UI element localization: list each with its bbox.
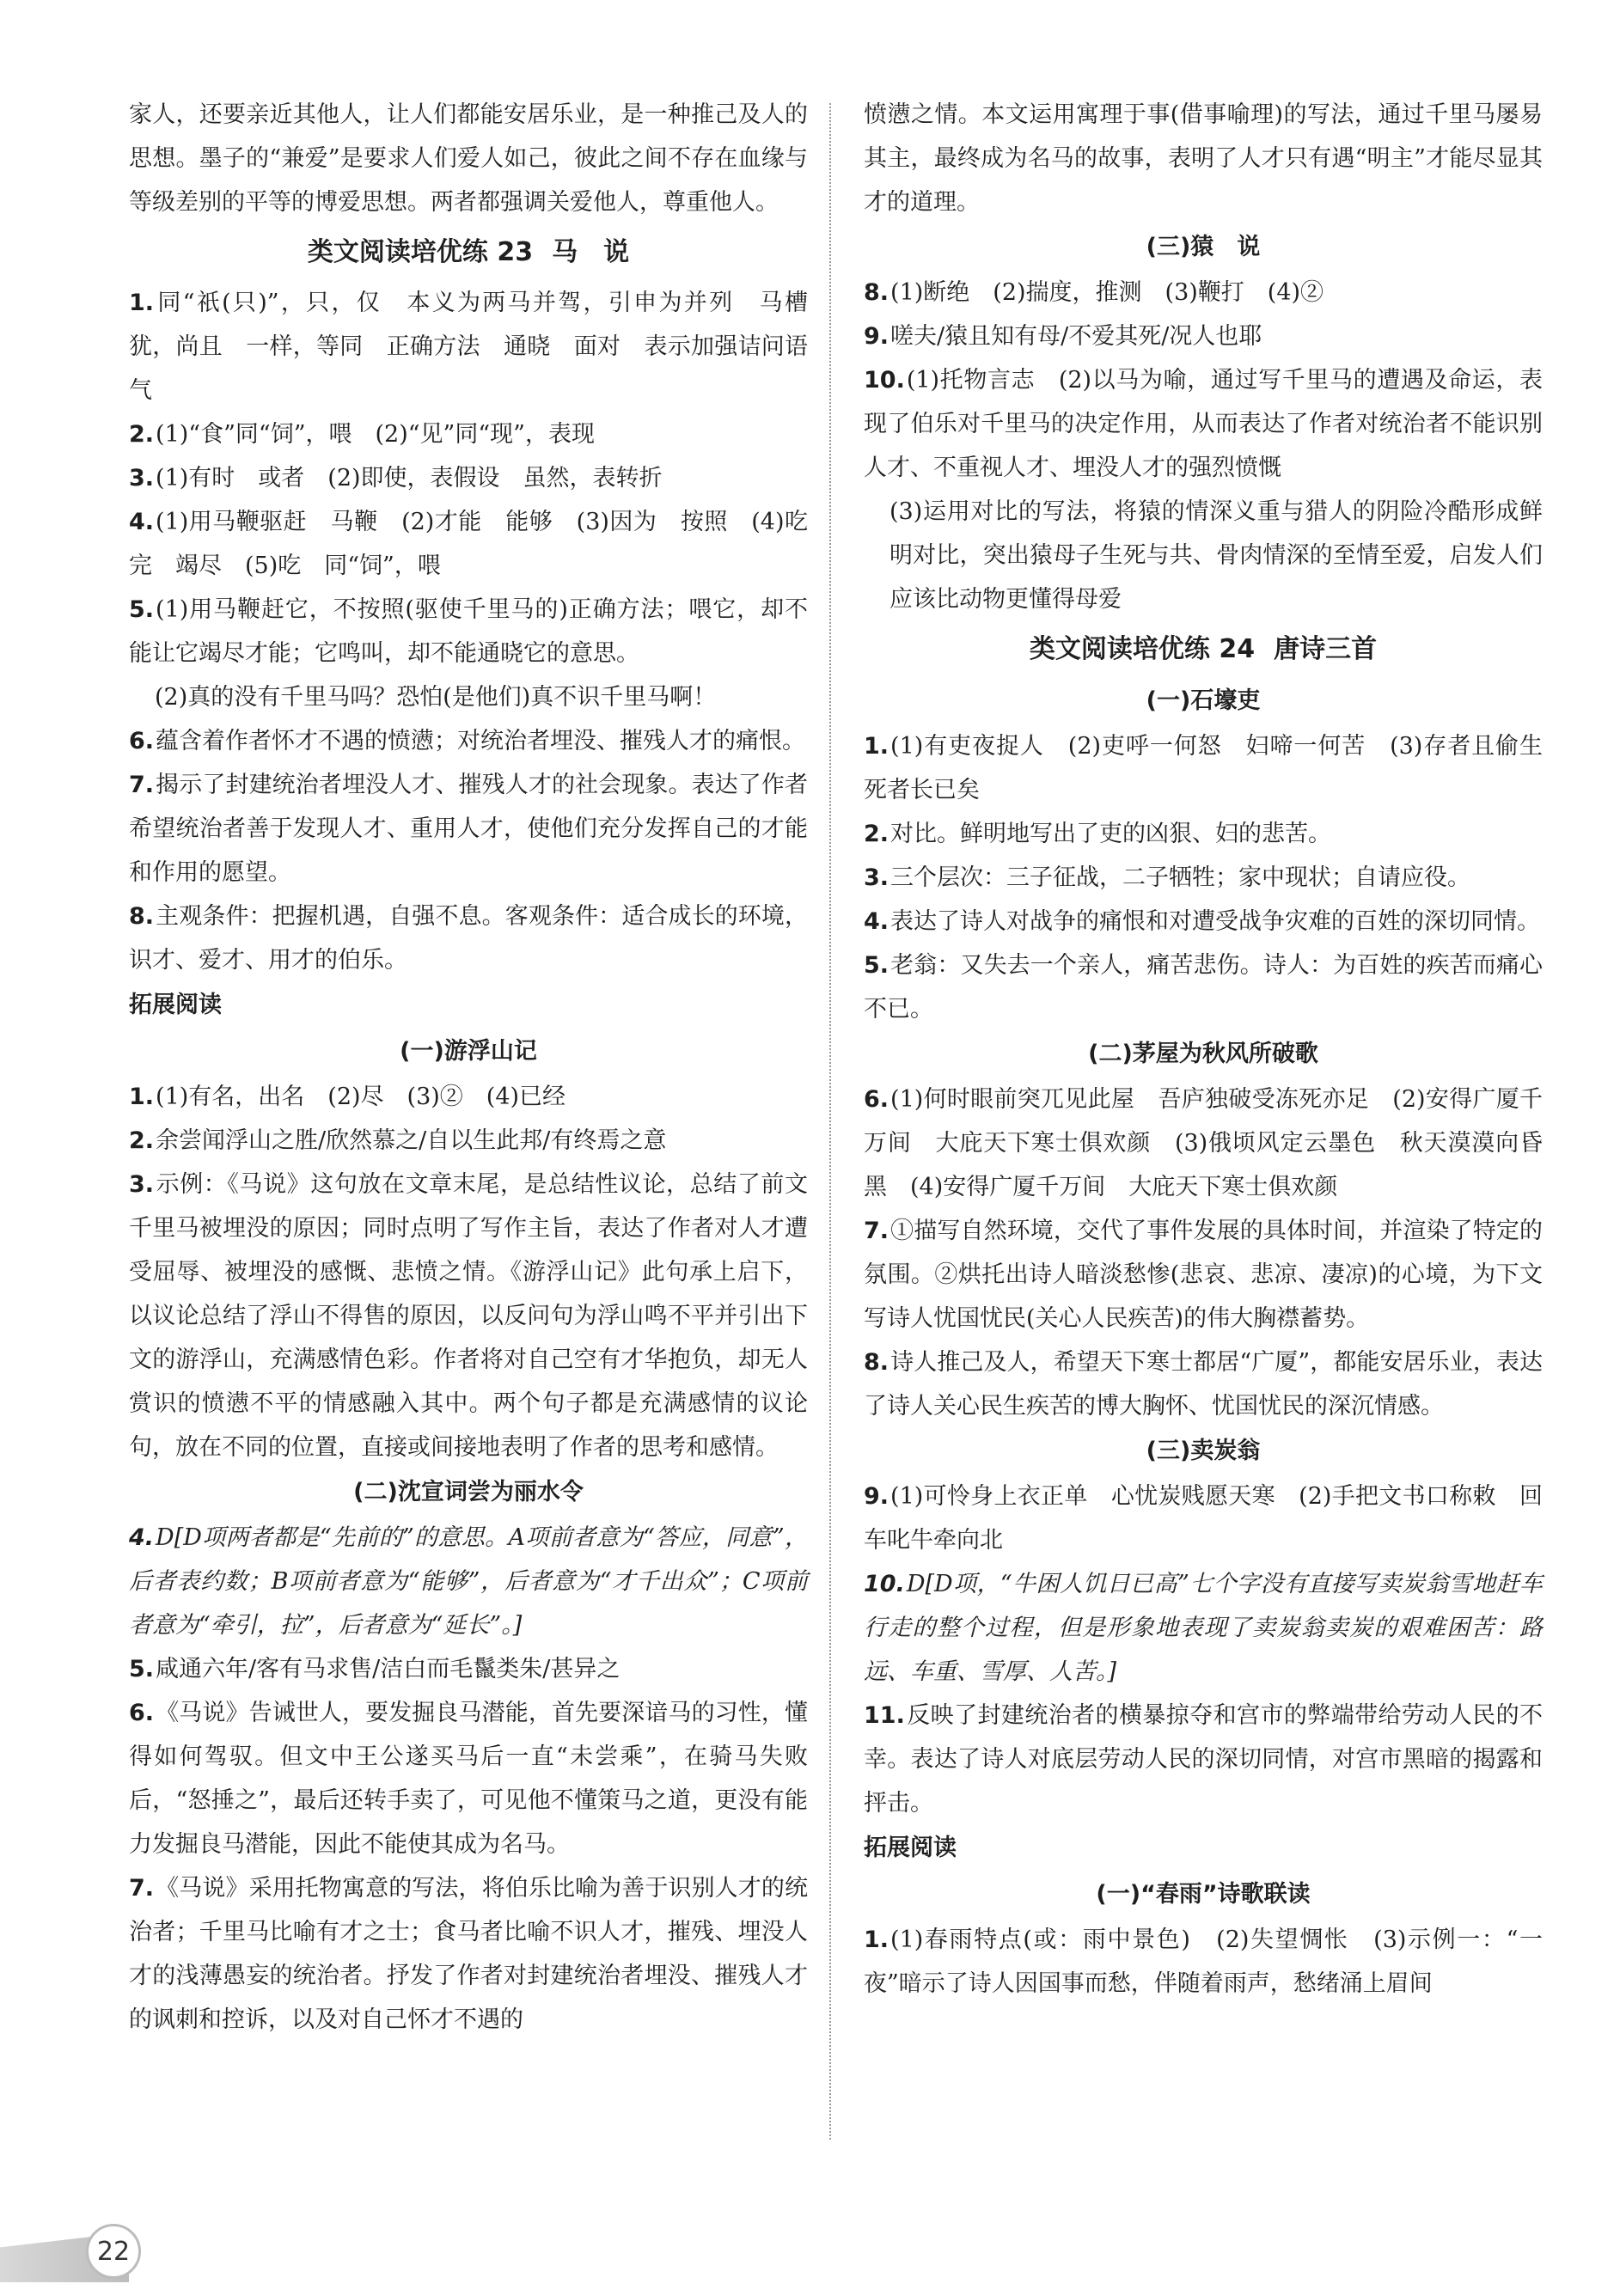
answer-number: 4. — [129, 509, 155, 535]
answer-text: 《马说》告诫世人，要发掘良马潜能，首先要深谙马的习性，懂得如何驾驭。但文中王公遂买马后一直“未尝乘”，在骑马失败后，“怒捶之”，最后还转手卖了，可见他不懂策马之道，更没有能力发掘良马潜能，因此不能使其成为名马。 — [129, 1700, 808, 1858]
section-title-series: 类文阅读培优练 23 — [307, 237, 534, 267]
answer-continuation: (2)真的没有千里马吗？恐怕(是他们)真不识千里马啊！ — [155, 684, 717, 711]
answer-text: D[D项，“牛困人饥日已高”七个字没有直接写卖炭翁雪地赶车行走的整个过程，但是形象地表现了卖炭翁卖炭的艰难困苦：路远、车重、雪厚、人苦。] — [864, 1571, 1543, 1685]
answer-text: 蕴含着作者怀才不遇的愤懑；对统治者埋没、摧残人才的痛恨。 — [156, 728, 806, 754]
answer-number: 6. — [864, 1086, 889, 1113]
answer-item — [129, 1691, 808, 1866]
answer-number: 6. — [129, 1700, 155, 1726]
answer-item — [129, 1075, 808, 1119]
answer-number: 7. — [129, 1875, 155, 1902]
answer-text: D[D项两者都是“先前的”的意思。A项前者意为“答应，同意”，后者表约数；B项前者意为“能够”，后者意为“才千出众”；C项前者意为“牵引，拉”，后者意为“延长”。] — [129, 1524, 808, 1639]
answer-item — [129, 763, 808, 895]
answer-text: 诗人推己及人，希望天下寒士都居“广厦”，都能安居乐业，表达了诗人关心民生疾苦的博大胸怀、忧国忧民的深沉情感。 — [864, 1349, 1543, 1420]
section-label: 拓展阅读 — [864, 1835, 957, 1861]
answer-item — [129, 1516, 808, 1647]
answer-number: 3. — [129, 465, 155, 492]
answer-number: 10. — [864, 367, 905, 394]
answer-number: 7. — [864, 1218, 889, 1244]
subsection-title: (二)沈宣词尝为丽水令 — [353, 1479, 584, 1505]
answer-item — [129, 588, 808, 675]
answer-number: 4. — [864, 908, 889, 935]
answer-item — [129, 1866, 808, 2042]
answer-number: 8. — [864, 1349, 889, 1376]
answer-number: 5. — [129, 1656, 155, 1682]
answer-number: 4. — [129, 1524, 155, 1551]
answer-text: 咸通六年/客有马求售/洁白而毛鬣类朱/甚异之 — [156, 1656, 620, 1682]
answer-number: 6. — [129, 728, 155, 754]
subsection-title: (三)猿 说 — [1146, 234, 1261, 260]
section-title-name: 唐诗三首 — [1274, 634, 1378, 664]
answer-item — [864, 943, 1543, 1031]
left-column — [129, 93, 831, 2042]
answer-text: 三个层次：三子征战，二子牺牲；家中现状；自请应役。 — [890, 864, 1471, 891]
answer-item — [864, 271, 1543, 314]
answer-text: ①描写自然环境，交代了事件发展的具体时间，并渲染了特定的氛围。②烘托出诗人暗淡愁惨(悲哀、悲凉、凄凉)的心境，为下文写诗人忧国忧民(关心人民疾苦)的伟大胸襟蓄势。 — [864, 1218, 1543, 1332]
answer-text: 主观条件：把握机遇，自强不息。客观条件：适合成长的环境，识才、爱才、用才的伯乐。 — [129, 903, 808, 974]
answer-text: 揭示了封建统治者埋没人才、摧残人才的社会现象。表达了作者希望统治者善于发现人才、重用人才，使他们充分发挥自己的才能和作用的愿望。 — [129, 772, 808, 886]
answer-text: 示例：《马说》这句放在文章末尾，是总结性议论，总结了前文千里马被埋没的原因；同时点明了写作主旨，表达了作者对人才遭受屈辱、被埋没的感慨、悲愤之情。《游浮山记》此句承上启下，以议论总结了浮山不得售的原因，以反问句为浮山鸣不平并引出下文的游浮山，充满感情色彩。作者将对自己空有才华抱负，却无人赏识的愤懑不平的情感融入其中。两个句子都是充满感情的议论句，放在不同的位置，直接或间接地表明了作者的思考和感情。 — [129, 1171, 808, 1461]
section-title — [864, 623, 1543, 676]
column-divider — [829, 103, 831, 2140]
answer-number: 9. — [864, 1483, 889, 1510]
answer-item — [864, 314, 1543, 358]
answer-item — [129, 1647, 808, 1691]
answer-text: (1)有时 或者 (2)即使，表假设 虽然，表转折 — [156, 465, 663, 492]
answer-text: (1)托物言志 (2)以马为喻，通过写千里马的遭遇及命运，表现了伯乐对千里马的决定作用，从而表达了作者对统治者不能识别人才、不重视人才、埋没人才的强烈愤慨 — [864, 367, 1543, 481]
answer-number: 9. — [864, 323, 889, 350]
answer-number: 8. — [864, 279, 889, 306]
answer-item — [129, 412, 808, 456]
section-label: 拓展阅读 — [129, 992, 222, 1018]
answer-item — [129, 719, 808, 763]
answer-text: 余尝闻浮山之胜/欣然慕之/自以生此邦/有终焉之意 — [156, 1127, 667, 1154]
answer-text: 嗟夫/猿且知有母/不爱其死/况人也耶 — [890, 323, 1262, 350]
answer-item — [129, 281, 831, 412]
answer-number: 2. — [129, 421, 155, 448]
subsection-title: (一)“春雨”诗歌联读 — [1096, 1881, 1311, 1908]
paragraph: 家人，还要亲近其他人，让人们都能安居乐业，是一种推己及人的思想。墨子的“兼爱”是要求人们爱人如己，彼此之间不存在血缘与等级差别的平等的博爱思想。两者都强调关爱他人，尊重他人。 — [129, 101, 808, 216]
section-title-name: 马 说 — [552, 237, 630, 267]
answer-text: (1)“食”同“饲”，喂 (2)“见”同“现”，表现 — [156, 421, 595, 448]
answer-item — [864, 900, 1543, 943]
answer-item — [864, 812, 1543, 856]
answer-text: (1)可怜身上衣正单 心忧炭贱愿天寒 (2)手把文书口称敕 回车叱牛牵向北 — [864, 1483, 1543, 1554]
answer-item — [129, 500, 808, 588]
answer-number: 2. — [864, 821, 889, 847]
answer-item — [864, 1562, 1543, 1694]
answer-text: 老翁：又失去一个亲人，痛苦悲伤。诗人：为百姓的疾苦而痛心不已。 — [864, 952, 1543, 1023]
answer-item — [864, 1340, 1543, 1428]
answer-number: 1. — [129, 290, 155, 316]
answer-number: 7. — [129, 772, 155, 798]
answer-text: 同“祇(只)”，只，仅 本义为两马并驾，引申为并列 马槽 犹，尚且 一样，等同 正确方法 通晓 面对 表示加强诘问语气 — [129, 290, 831, 404]
answer-item — [864, 358, 1543, 490]
answer-number: 11. — [864, 1702, 905, 1729]
answer-item — [864, 1209, 1543, 1340]
answer-text: (1)有吏夜捉人 (2)吏呼一何怒 妇啼一何苦 (3)存者且偷生 死者长已矣 — [864, 733, 1566, 803]
paragraph: 愤懑之情。本文运用寓理于事(借事喻理)的写法，通过千里马屡易其主，最终成为名马的故事，表明了人才只有遇“明主”才能尽显其才的道理。 — [864, 101, 1543, 216]
subsection-title: (三)卖炭翁 — [1146, 1438, 1261, 1464]
answer-item — [864, 1078, 1543, 1209]
answer-text: (1)春雨特点(或：雨中景色) (2)失望惆怅 (3)示例一：“一夜”暗示了诗人因国事而愁，伴随着雨声，愁绪涌上眉间 — [864, 1927, 1543, 1997]
answer-text: 表达了诗人对战争的痛恨和对遭受战争灾难的百姓的深切同情。 — [890, 908, 1541, 935]
answer-item — [864, 724, 1566, 812]
answer-text: 对比。鲜明地写出了吏的凶狠、妇的悲苦。 — [890, 821, 1332, 847]
page-number: 22 — [86, 2224, 141, 2279]
answer-item — [129, 895, 808, 982]
answer-text: (1)何时眼前突兀见此屋 吾庐独破受冻死亦足 (2)安得广厦千万间 大庇天下寒士俱欢颜 (3)俄顷风定云墨色 秋天漠漠向昏黑 (4)安得广厦千万间 大庇天下寒士俱欢颜 — [864, 1086, 1543, 1200]
answer-number: 1. — [129, 1084, 155, 1110]
answer-number: 1. — [864, 733, 889, 760]
answer-number: 1. — [864, 1927, 889, 1953]
answer-item — [129, 456, 808, 500]
answer-number: 5. — [129, 596, 155, 623]
answer-text: (1)有名，出名 (2)尽 (3)② (4)已经 — [156, 1084, 566, 1110]
section-title — [129, 226, 808, 279]
answer-item — [864, 1694, 1543, 1825]
answer-item — [864, 856, 1543, 900]
answer-number: 2. — [129, 1127, 155, 1154]
answer-item — [129, 1163, 808, 1469]
answer-text: 反映了封建统治者的横暴掠夺和宫市的弊端带给劳动人民的不幸。表达了诗人对底层劳动人民的深切同情，对宫市黑暗的揭露和抨击。 — [864, 1702, 1543, 1817]
answer-text: 《马说》采用托物寓意的写法，将伯乐比喻为善于识别人才的统治者；千里马比喻有才之士；食马者比喻不识人才，摧残、埋没人才的浅薄愚妄的统治者。抒发了作者对封建统治者埋没、摧残人才的讽刺和控诉，以及对自己怀才不遇的 — [129, 1875, 808, 2033]
answer-text: (1)用马鞭赶它，不按照(驱使千里马的)正确方法；喂它，却不能让它竭尽才能；它鸣叫，却不能通晓它的意思。 — [129, 596, 808, 667]
section-title-series: 类文阅读培优练 24 — [1029, 634, 1256, 664]
right-column — [864, 93, 1566, 2006]
answer-text: (1)用马鞭驱赶 马鞭 (2)才能 能够 (3)因为 按照 (4)吃完 竭尽 (5)吃 同“饲”，喂 — [129, 509, 808, 579]
answer-number: 3. — [864, 864, 889, 891]
subsection-title: (二)茅屋为秋风所破歌 — [1088, 1041, 1318, 1067]
answer-item — [129, 1119, 808, 1163]
answer-continuation: (3)运用对比的写法，将猿的情深义重与猎人的阴险冷酷形成鲜明对比，突出猿母子生死与共、骨肉情深的至情至爱，启发人们应该比动物更懂得母爱 — [889, 498, 1543, 613]
answer-item — [864, 1918, 1543, 2006]
answer-number: 10. — [864, 1571, 905, 1597]
answer-number: 5. — [864, 952, 889, 979]
subsection-title: (一)石壕吏 — [1146, 687, 1261, 714]
answer-item — [864, 1475, 1543, 1562]
subsection-title: (一)游浮山记 — [400, 1038, 537, 1065]
answer-text: (1)断绝 (2)揣度，推测 (3)鞭打 (4)② — [890, 279, 1324, 306]
answer-number: 8. — [129, 903, 155, 930]
answer-number: 3. — [129, 1171, 155, 1198]
